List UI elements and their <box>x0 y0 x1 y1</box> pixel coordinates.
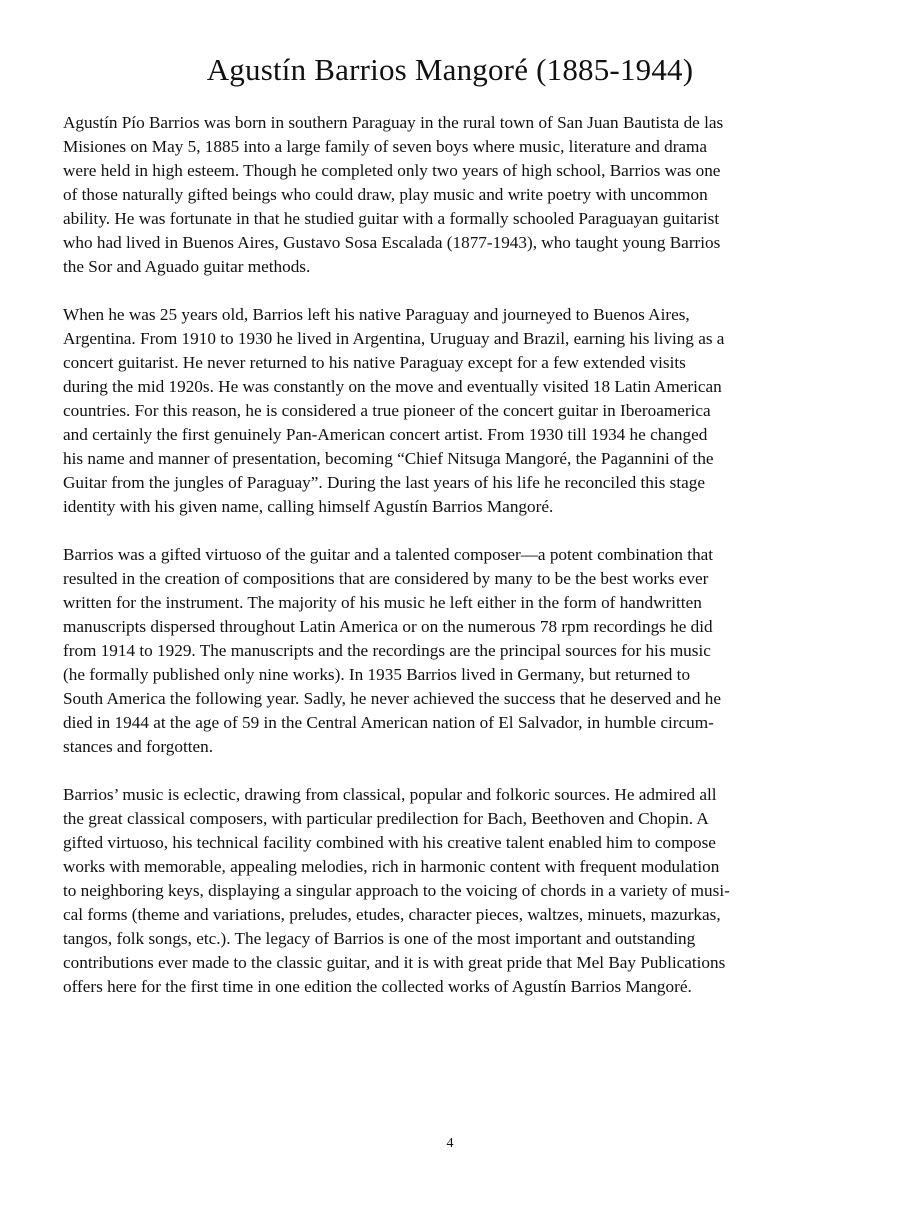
text-line: When he was 25 years old, Barrios left his native Paraguay and journeyed to Buenos Aires, <box>63 305 690 324</box>
text-line: ability. He was fortunate in that he studied guitar with a formally schooled Paraguayan guitarist <box>63 209 720 228</box>
text-line: (he formally published only nine works). In 1935 Barrios lived in Germany, but returned to <box>63 665 691 684</box>
text-line: South America the following year. Sadly, he never achieved the success that he deserved and he <box>63 689 721 708</box>
text-line: Argentina. From 1910 to 1930 he lived in Argentina, Uruguay and Brazil, earning his living as a <box>63 329 725 348</box>
text-line: concert guitarist. He never returned to his native Paraguay except for a few extended visits <box>63 353 686 372</box>
paragraph-career <box>63 303 835 519</box>
body-text <box>63 111 835 1023</box>
text-line: written for the instrument. The majority of his music he left either in the form of handwritten <box>63 593 702 612</box>
text-line: the great classical composers, with particular predilection for Bach, Beethoven and Chopin. A <box>63 809 709 828</box>
text-line: to neighboring keys, displaying a singular approach to the voicing of chords in a variety of musi- <box>63 881 730 900</box>
text-line: Agustín Pío Barrios was born in southern Paraguay in the rural town of San Juan Bautista de las <box>63 113 724 132</box>
text-line: stances and forgotten. <box>63 737 214 756</box>
page-title: Agustín Barrios Mangoré (1885-1944) <box>206 52 694 87</box>
text-line: resulted in the creation of compositions that are considered by many to be the best works ever <box>63 569 709 588</box>
text-line: of those naturally gifted beings who could draw, play music and write poetry with uncommon <box>63 185 708 204</box>
text-line: the Sor and Aguado guitar methods. <box>63 257 311 276</box>
text-line: contributions ever made to the classic guitar, and it is with great pride that Mel Bay Publications <box>63 953 726 972</box>
text-line: tangos, folk songs, etc.). The legacy of Barrios is one of the most important and outstanding <box>63 929 696 948</box>
text-line: identity with his given name, calling himself Agustín Barrios Mangoré. <box>63 497 554 516</box>
text-line: who had lived in Buenos Aires, Gustavo Sosa Escalada (1877-1943), who taught young Barrios <box>63 233 721 252</box>
text-line: Misiones on May 5, 1885 into a large family of seven boys where music, literature and drama <box>63 137 708 156</box>
text-line: died in 1944 at the age of 59 in the Central American nation of El Salvador, in humble circum- <box>63 713 714 732</box>
text-line: during the mid 1920s. He was constantly on the move and eventually visited 18 Latin American <box>63 377 722 396</box>
paragraph-birth <box>63 111 835 279</box>
paragraph-music-style <box>63 783 835 999</box>
text-line: and certainly the first genuinely Pan-American concert artist. From 1930 till 1934 he changed <box>63 425 708 444</box>
paragraph-compositions <box>63 543 835 759</box>
text-line: Guitar from the jungles of Paraguay”. During the last years of his life he reconciled this stage <box>63 473 705 492</box>
text-line: Barrios’ music is eclectic, drawing from classical, popular and folkoric sources. He admired all <box>63 785 717 804</box>
text-line: cal forms (theme and variations, preludes, etudes, character pieces, waltzes, minuets, mazurkas, <box>63 905 721 924</box>
text-line: manuscripts dispersed throughout Latin America or on the numerous 78 rpm recordings he did <box>63 617 713 636</box>
text-line: Barrios was a gifted virtuoso of the guitar and a talented composer—a potent combination that <box>63 545 714 564</box>
text-line: were held in high esteem. Though he completed only two years of high school, Barrios was one <box>63 161 721 180</box>
text-line: gifted virtuoso, his technical facility combined with his creative talent enabled him to compose <box>63 833 716 852</box>
text-line: countries. For this reason, he is considered a true pioneer of the concert guitar in Iberoamerica <box>63 401 711 420</box>
page-number: 4 <box>446 1136 454 1151</box>
text-line: works with memorable, appealing melodies, rich in harmonic content with frequent modulation <box>63 857 720 876</box>
text-line: his name and manner of presentation, becoming “Chief Nitsuga Mangoré, the Pagannini of the <box>63 449 714 468</box>
text-line: offers here for the first time in one edition the collected works of Agustín Barrios Mangoré. <box>63 977 692 996</box>
text-line: from 1914 to 1929. The manuscripts and the recordings are the principal sources for his music <box>63 641 711 660</box>
